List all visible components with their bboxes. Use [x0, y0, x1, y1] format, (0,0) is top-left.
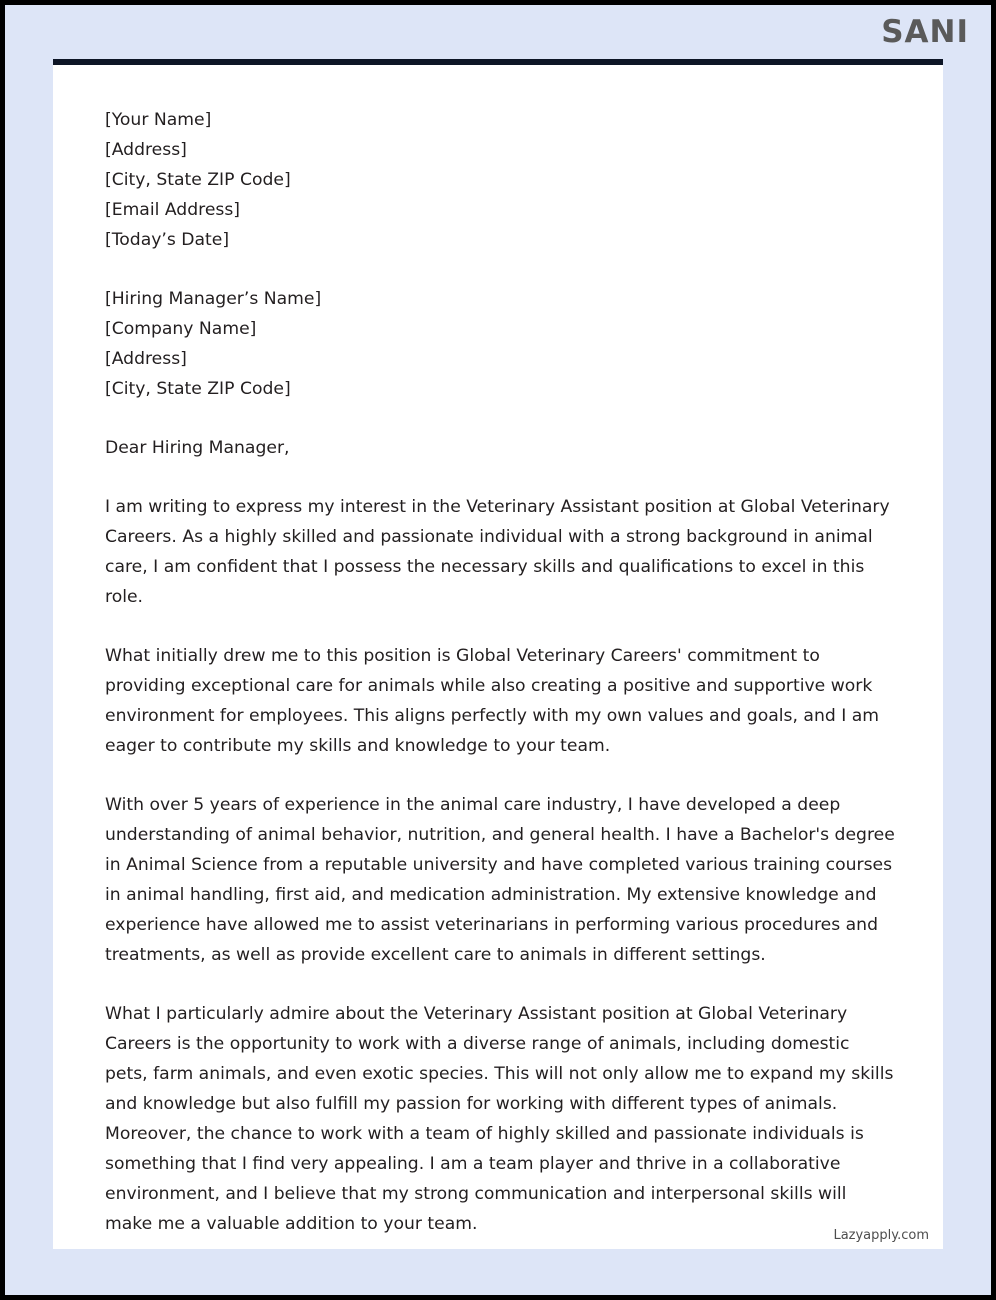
sender-address: [Address] — [105, 140, 187, 160]
site-watermark: Lazyapply.com — [833, 1228, 929, 1243]
sender-name: [Your Name] — [105, 110, 212, 130]
paragraph-intro: I am writing to express my interest in the Veterinary Assistant position at Global Veterinary Careers. As a highly skilled and passionate individual with a strong background in animal care, I am confident that I possess the necessary skills and qualifications to excel in this role. — [105, 497, 890, 607]
sender-block — [105, 105, 897, 255]
brand-logo: SANI — [881, 14, 969, 50]
sender-city-state-zip: [City, State ZIP Code] — [105, 170, 291, 190]
cover-letter-body — [105, 105, 897, 1249]
recipient-company: [Company Name] — [105, 319, 257, 339]
salutation: Dear Hiring Manager, — [105, 438, 290, 458]
paragraph-experience: With over 5 years of experience in the animal care industry, I have developed a deep understanding of animal behavior, nutrition, and general health. I have a Bachelor's degree in Animal Science from a reputable university and have completed various training courses in animal handling, first aid, and medication administration. My extensive knowledge and experience have allowed me to assist veterinarians in performing various procedures and treatments, as well as provide excellent care to animals in different settings. — [105, 795, 895, 965]
recipient-block — [105, 284, 897, 404]
letter-date: [Today’s Date] — [105, 230, 230, 250]
cover-letter-sheet — [53, 59, 943, 1249]
recipient-manager: [Hiring Manager’s Name] — [105, 289, 322, 309]
sender-email: [Email Address] — [105, 200, 241, 220]
recipient-address: [Address] — [105, 349, 187, 369]
paragraph-admiration: What I particularly admire about the Veterinary Assistant position at Global Veterinary Careers is the opportunity to work with a diverse range of animals, including domestic pets, farm animals, and even exotic species. This will not only allow me to expand my skills and knowledge but also fulfill my passion for working with different types of animals. Moreover, the chance to work with a team of highly skilled and passionate individuals is something that I find very appealing. I am a team player and thrive in a collaborative environment, and I believe that my strong communication and interpersonal skills will make me a valuable addition to your team. — [105, 1004, 894, 1234]
paragraph-motivation: What initially drew me to this position is Global Veterinary Careers' commitment to providing exceptional care for animals while also creating a positive and supportive work environment for employees. This aligns perfectly with my own values and goals, and I am eager to contribute my skills and knowledge to your team. — [105, 646, 880, 756]
recipient-city-state-zip: [City, State ZIP Code] — [105, 379, 291, 399]
